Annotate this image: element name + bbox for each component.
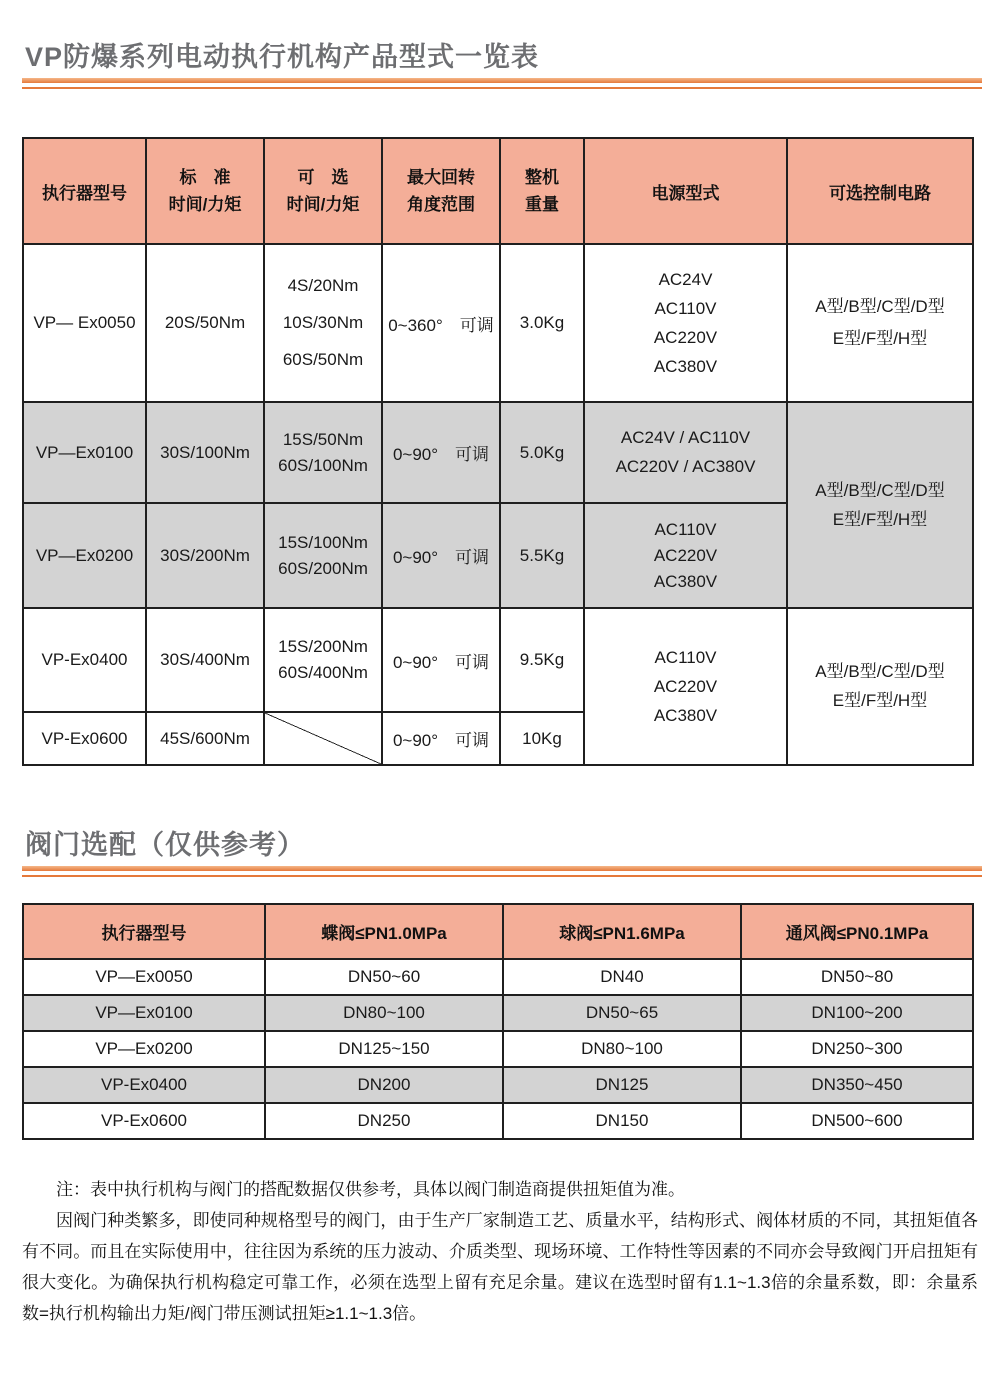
cell-line: E型/F型/H型 — [832, 691, 928, 710]
cell-line: AC380V — [653, 705, 718, 725]
not-applicable-cell — [264, 712, 382, 765]
rotation-cell: 0~90° 可调 — [382, 402, 500, 503]
header-line: 重量 — [525, 194, 559, 214]
cell-line: 15S/200Nm — [278, 637, 368, 656]
butterfly-valve-cell: DN80~100 — [265, 995, 503, 1031]
header-line: 整机 — [525, 167, 559, 187]
col-header-weight — [500, 138, 584, 244]
header-line: 可 选 — [297, 167, 349, 187]
butterfly-valve-cell: DN50~60 — [265, 959, 503, 995]
model-cell: VP— Ex0050 — [23, 244, 146, 402]
model-cell: VP—Ex0200 — [23, 1031, 265, 1067]
col-header-rotation — [382, 138, 500, 244]
cell-line: AC220V — [653, 327, 718, 347]
rotation-cell: 0~90° 可调 — [382, 608, 500, 712]
header-line: 最大回转 — [407, 167, 475, 187]
ball-valve-cell: DN40 — [503, 959, 741, 995]
optional-cell — [264, 402, 382, 503]
standard-cell: 30S/100Nm — [146, 402, 264, 503]
col-header-control: 可选控制电路 — [787, 138, 973, 244]
standard-cell: 30S/200Nm — [146, 503, 264, 608]
valve-matching-table — [22, 903, 974, 1140]
butterfly-valve-cell: DN125~150 — [265, 1031, 503, 1067]
table-row-ex0200 — [23, 1031, 973, 1067]
optional-cell — [264, 503, 382, 608]
cell-line: AC110V — [654, 519, 717, 539]
catalog-page — [0, 40, 1000, 1385]
model-cell: VP—Ex0050 — [23, 959, 265, 995]
cell-line: AC110V — [654, 647, 717, 667]
vent-valve-cell: DN250~300 — [741, 1031, 973, 1067]
model-cell: VP-Ex0400 — [23, 1067, 265, 1103]
cell-line: AC24V / AC110V — [620, 428, 751, 447]
table-row-ex0050 — [23, 959, 973, 995]
table2-header-row — [23, 904, 973, 959]
model-cell: VP-Ex0600 — [23, 712, 146, 765]
control-cell — [787, 244, 973, 402]
model-cell: VP—Ex0200 — [23, 503, 146, 608]
vent-valve-cell: DN50~80 — [741, 959, 973, 995]
optional-cell — [264, 244, 382, 402]
rotation-cell: 0~90° 可调 — [382, 503, 500, 608]
underline-thick-bar — [22, 866, 982, 871]
header-line: 时间/力矩 — [168, 194, 242, 214]
optional-cell — [264, 608, 382, 712]
cell-line: 60S/400Nm — [278, 663, 368, 682]
cell-line: 10S/30Nm — [282, 313, 364, 332]
cell-line: A型/B型/C型/D型 — [815, 297, 945, 316]
control-cell-merged — [787, 402, 973, 608]
table-row-ex0100 — [23, 995, 973, 1031]
col-header-model: 执行器型号 — [23, 904, 265, 959]
ball-valve-cell: DN80~100 — [503, 1031, 741, 1067]
standard-cell: 30S/400Nm — [146, 608, 264, 712]
ball-valve-cell: DN125 — [503, 1067, 741, 1103]
weight-cell: 9.5Kg — [500, 608, 584, 712]
model-cell: VP-Ex0400 — [23, 608, 146, 712]
cell-line: 60S/50Nm — [282, 350, 364, 369]
underline-thin-bar — [22, 875, 982, 877]
ball-valve-cell: DN150 — [503, 1103, 741, 1139]
rotation-cell: 0~360° 可调 — [382, 244, 500, 402]
power-cell-merged — [584, 608, 787, 765]
note-paragraph: 注：表中执行机构与阀门的搭配数据仅供参考，具体以阀门制造商提供扭矩值为准。 — [56, 1180, 685, 1199]
vent-valve-cell: DN100~200 — [741, 995, 973, 1031]
cell-line: AC220V — [653, 545, 718, 565]
power-cell — [584, 244, 787, 402]
weight-cell: 3.0Kg — [500, 244, 584, 402]
col-header-power: 电源型式 — [584, 138, 787, 244]
cell-line: E型/F型/H型 — [832, 329, 928, 348]
model-cell: VP-Ex0600 — [23, 1103, 265, 1139]
standard-cell: 45S/600Nm — [146, 712, 264, 765]
table-row-ex0050 — [23, 244, 973, 402]
note-paragraph: 因阀门种类繁多，即使同种规格型号的阀门，由于生产厂家制造工艺、质量水平，结构形式、阀体材质的不同，其扭矩值各有不同。而且在实际使用中，往往因为系统的压力波动、介质类型、现场环境、工作特性等因素的不同亦会导致阀门开启扭矩有很大变化。为确保执行机构稳定可靠工作，必须在选型上留有充足余量。建议在选型时留有1.1~1.3倍的余量系数，即：余量系数=执行机构输出力矩/阀门带压测试扭矩≥1.1~1.3倍。 — [22, 1211, 978, 1323]
col-header-vent-valve: 通风阀≤PN0.1MPa — [741, 904, 973, 959]
col-header-optional — [264, 138, 382, 244]
cell-line: 15S/50Nm — [282, 429, 364, 449]
underline-thick-bar — [22, 78, 982, 83]
power-cell — [584, 503, 787, 608]
cell-line: A型/B型/C型/D型 — [815, 480, 945, 500]
table-row-ex0400 — [23, 1067, 973, 1103]
table-row-ex0100 — [23, 402, 973, 503]
cell-line: AC110V — [654, 298, 717, 318]
col-header-model: 执行器型号 — [23, 138, 146, 244]
col-header-ball-valve: 球阀≤PN1.6MPa — [503, 904, 741, 959]
footnotes — [22, 1174, 978, 1329]
underline-thin-bar — [22, 87, 982, 89]
butterfly-valve-cell: DN200 — [265, 1067, 503, 1103]
cell-line: AC220V / AC380V — [615, 457, 756, 476]
cell-line: 15S/100Nm — [278, 532, 368, 552]
vent-valve-cell: DN500~600 — [741, 1103, 973, 1139]
product-type-table — [22, 137, 974, 766]
header-line: 标 准 — [179, 167, 231, 187]
cell-line: AC380V — [653, 356, 718, 376]
model-cell: VP—Ex0100 — [23, 995, 265, 1031]
col-header-butterfly-valve: 蝶阀≤PN1.0MPa — [265, 904, 503, 959]
butterfly-valve-cell: DN250 — [265, 1103, 503, 1139]
cell-line: 4S/20Nm — [287, 276, 359, 295]
title-underline — [22, 78, 982, 89]
ball-valve-cell: DN50~65 — [503, 995, 741, 1031]
table1-header-row — [23, 138, 973, 244]
weight-cell: 5.0Kg — [500, 402, 584, 503]
cell-line: 60S/100Nm — [278, 455, 368, 475]
cell-line: AC220V — [653, 676, 718, 696]
weight-cell: 10Kg — [500, 712, 584, 765]
title-underline — [22, 866, 982, 877]
weight-cell: 5.5Kg — [500, 503, 584, 608]
header-line: 时间/力矩 — [286, 194, 360, 214]
cell-line: 60S/200Nm — [278, 558, 368, 578]
page-title: VP防爆系列电动执行机构产品型式一览表 — [25, 42, 540, 72]
valve-section-title: 阀门选配（仅供参考） — [25, 830, 305, 860]
vent-valve-cell: DN350~450 — [741, 1067, 973, 1103]
model-cell: VP—Ex0100 — [23, 402, 146, 503]
power-cell — [584, 402, 787, 503]
control-cell-merged — [787, 608, 973, 765]
cell-line: AC380V — [653, 571, 718, 591]
cell-line: AC24V — [658, 269, 713, 289]
standard-cell: 20S/50Nm — [146, 244, 264, 402]
cell-line: A型/B型/C型/D型 — [815, 662, 945, 681]
col-header-standard — [146, 138, 264, 244]
rotation-cell: 0~90° 可调 — [382, 712, 500, 765]
cell-line: E型/F型/H型 — [832, 509, 928, 529]
header-line: 角度范围 — [407, 194, 475, 214]
table-row-ex0600 — [23, 1103, 973, 1139]
table-row-ex0400 — [23, 608, 973, 712]
